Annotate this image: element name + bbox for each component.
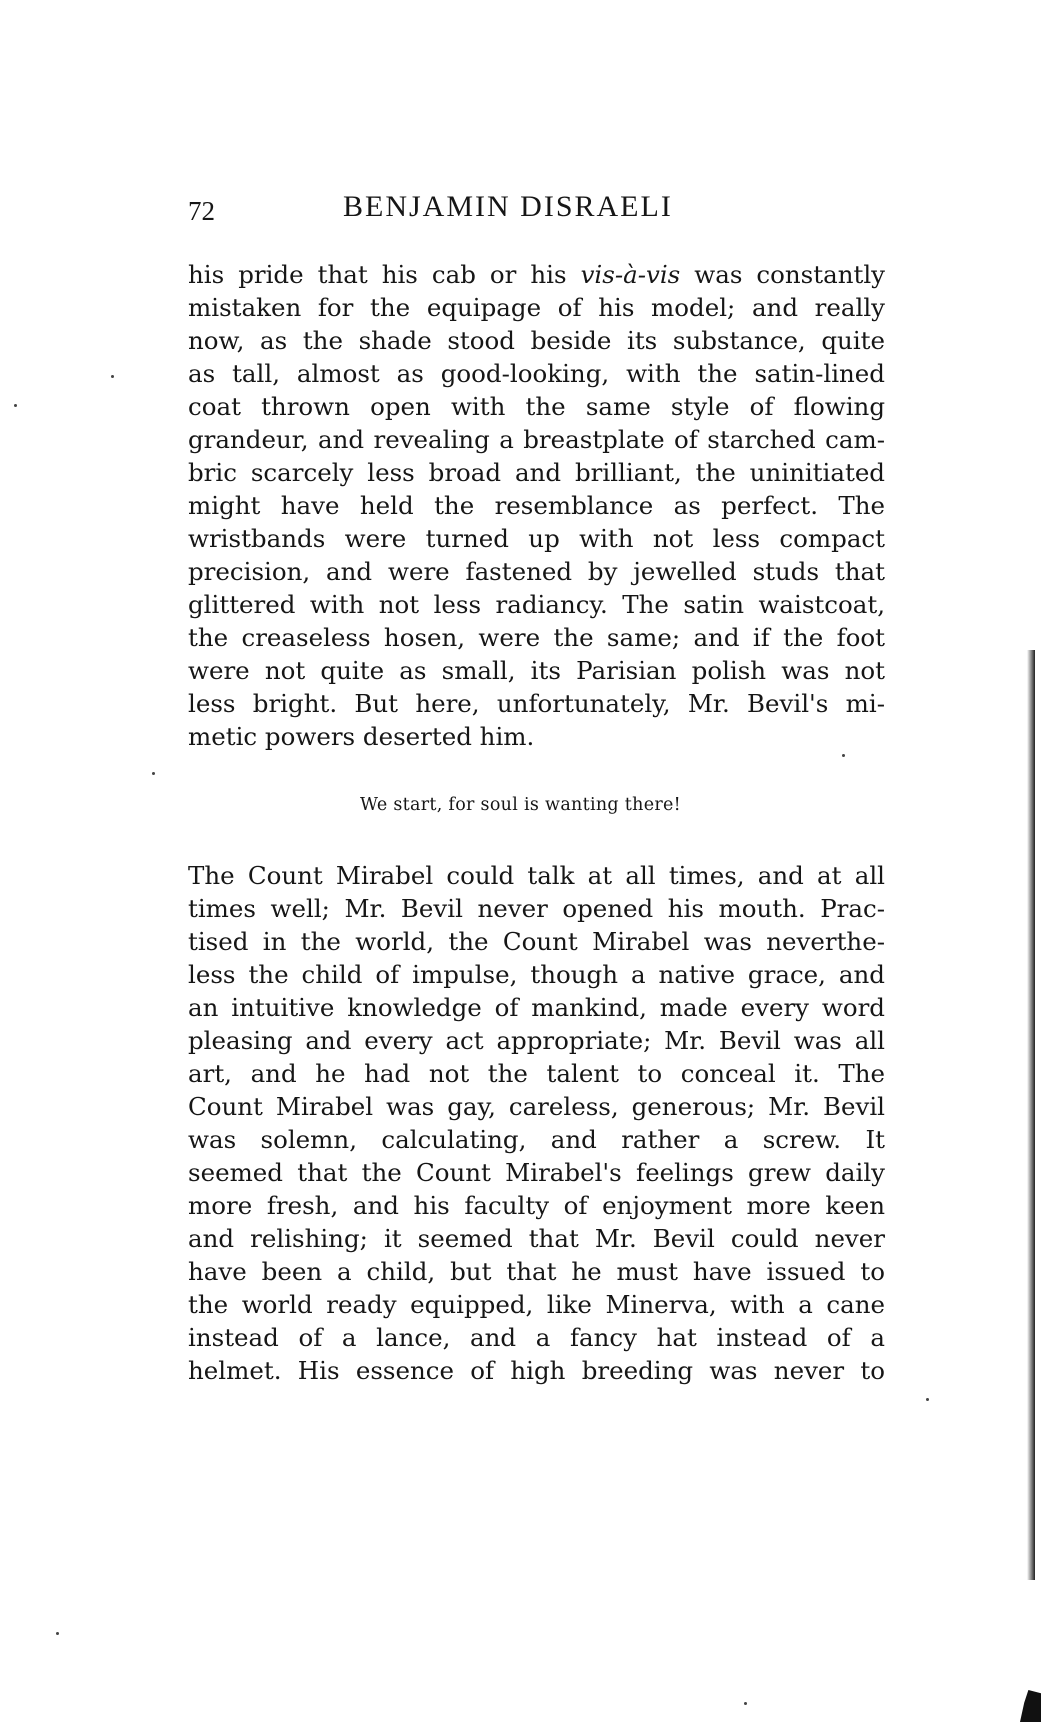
text-line: pleasing and every act appropriate; Mr. Bevil was all bbox=[188, 1026, 885, 1055]
text-line: have been a child, but that he must have issued to bbox=[188, 1257, 885, 1286]
text-line: was solemn, calculating, and rather a screw. It bbox=[188, 1125, 885, 1154]
scan-speck bbox=[152, 772, 155, 775]
text-line: an intuitive knowledge of mankind, made every word bbox=[188, 993, 885, 1022]
paragraph-1 bbox=[188, 258, 885, 753]
scan-speck bbox=[14, 404, 17, 407]
text-line: were not quite as small, its Parisian polish was not bbox=[188, 656, 885, 685]
text-line: bric scarcely less broad and brilliant, the uninitiated bbox=[188, 458, 885, 487]
epigraph: We start, for soul is wanting there! bbox=[359, 795, 682, 815]
running-title: BENJAMIN DISRAELI bbox=[343, 190, 673, 223]
text-line: the creaseless hosen, were the same; and if the foot bbox=[188, 623, 885, 652]
text-line: wristbands were turned up with not less compact bbox=[188, 524, 885, 553]
text-line: now, as the shade stood beside its substance, quite bbox=[188, 326, 885, 355]
text-line: times well; Mr. Bevil never opened his mouth. Prac- bbox=[188, 894, 885, 923]
paragraph-2 bbox=[188, 859, 885, 1387]
text-line: more fresh, and his faculty of enjoyment more keen bbox=[188, 1191, 885, 1220]
text-line: helmet. His essence of high breeding was never to bbox=[188, 1356, 885, 1385]
text-line: glittered with not less radiancy. The satin waistcoat, bbox=[188, 590, 885, 619]
scan-speck bbox=[842, 754, 845, 757]
text-line: as tall, almost as good-looking, with the satin-lined bbox=[188, 359, 885, 388]
text-line: mistaken for the equipage of his model; and really bbox=[188, 293, 885, 322]
text-line: less the child of impulse, though a native grace, and bbox=[188, 960, 885, 989]
italic-phrase: vis-à-vis bbox=[580, 260, 681, 289]
text-line: the world ready equipped, like Minerva, with a cane bbox=[188, 1290, 885, 1319]
page-number: 72 bbox=[188, 196, 215, 226]
text-line: grandeur, and revealing a breastplate of starched cam- bbox=[188, 425, 885, 454]
text-line: tised in the world, the Count Mirabel was neverthe- bbox=[188, 927, 885, 956]
text-line: metic powers deserted him. bbox=[188, 722, 535, 751]
scan-speck bbox=[56, 1632, 59, 1635]
scan-corner-mark bbox=[1020, 1690, 1041, 1722]
text-line: Count Mirabel was gay, careless, generous; Mr. Bevil bbox=[188, 1092, 885, 1121]
scan-speck bbox=[111, 375, 114, 378]
scan-speck bbox=[926, 1398, 929, 1401]
text-line: instead of a lance, and a fancy hat instead of a bbox=[188, 1323, 885, 1352]
text-line: precision, and were fastened by jewelled studs that bbox=[188, 557, 885, 586]
binding-shadow bbox=[1027, 650, 1035, 1580]
text-line: The Count Mirabel could talk at all times, and at all bbox=[188, 861, 885, 890]
text-line: less bright. But here, unfortunately, Mr. Bevil's mi- bbox=[188, 689, 885, 718]
text-line: might have held the resemblance as perfect. The bbox=[188, 491, 885, 520]
text-line: art, and he had not the talent to conceal it. The bbox=[188, 1059, 885, 1088]
running-head bbox=[188, 190, 885, 236]
text-line: and relishing; it seemed that Mr. Bevil could never bbox=[188, 1224, 885, 1253]
text-line: coat thrown open with the same style of flowing bbox=[188, 392, 885, 421]
text-line: seemed that the Count Mirabel's feelings grew daily bbox=[188, 1158, 885, 1187]
scan-speck bbox=[744, 1702, 747, 1705]
text-line: his pride that his cab or his vis-à-vis was constantly bbox=[188, 260, 885, 289]
